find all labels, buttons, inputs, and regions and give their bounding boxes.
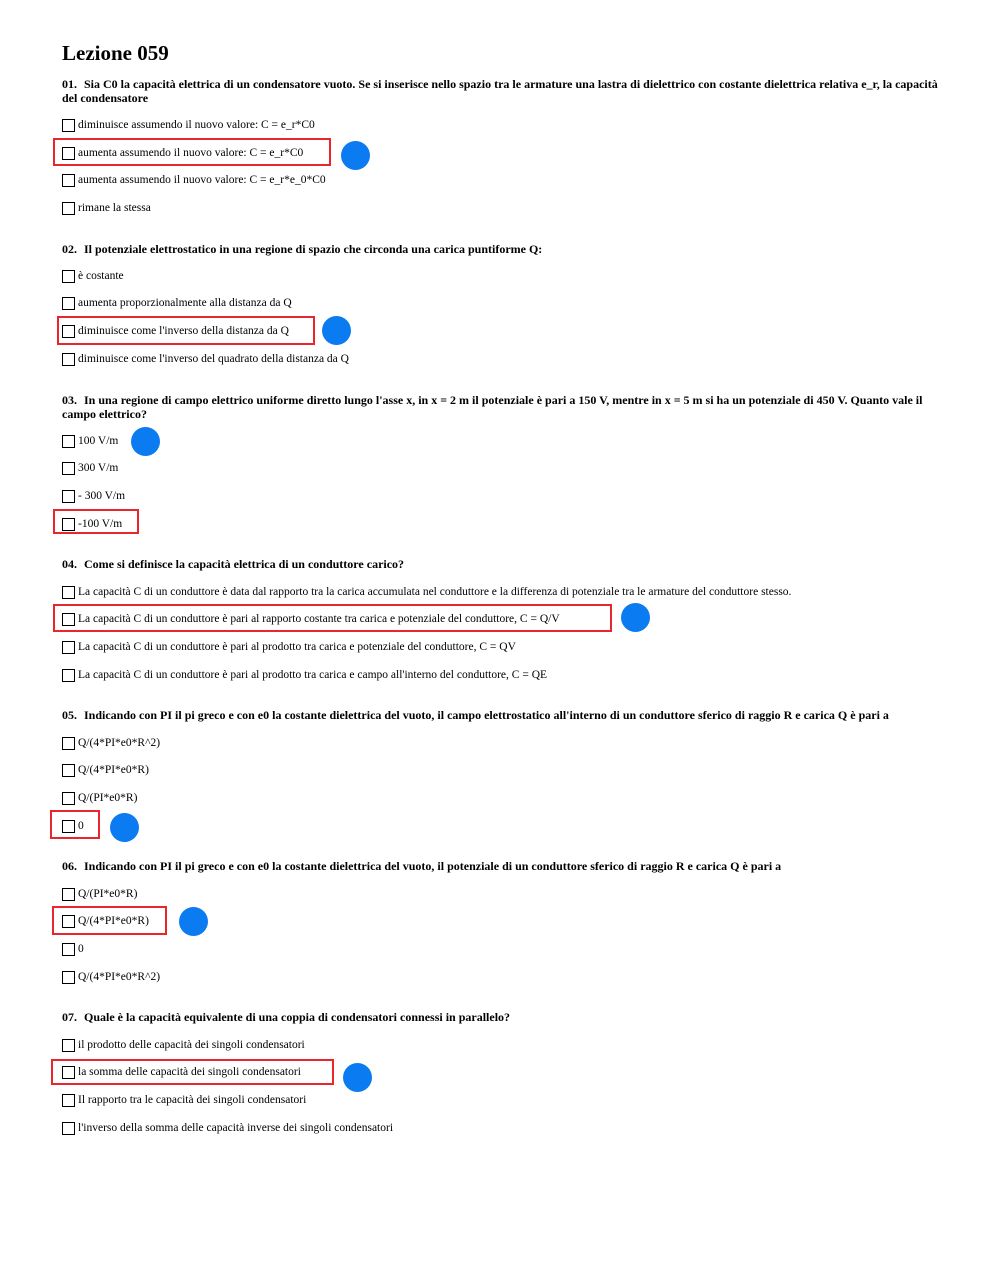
answer-label: 0: [78, 820, 84, 832]
answer-label: aumenta assumendo il nuovo valore: C = e_r*e_0*C0: [78, 174, 326, 186]
question-prompt: Quale è la capacità equivalente di una coppia di condensatori connessi in parallelo?: [84, 1010, 511, 1024]
question-2: [62, 242, 942, 365]
answer-option[interactable]: [62, 886, 137, 902]
answer-label: il prodotto delle capacità dei singoli condensatori: [78, 1039, 305, 1051]
question-prompt: Il potenziale elettrostatico in una regione di spazio che circonda una carica puntiforme Q:: [84, 242, 543, 256]
answer-option[interactable]: [62, 1064, 301, 1080]
question-text: [62, 77, 942, 105]
answer-option[interactable]: [62, 172, 326, 188]
answer-marker-dot: [343, 1063, 372, 1092]
question-1: [62, 77, 942, 214]
question-4: [62, 557, 942, 681]
question-number: 06.: [62, 859, 77, 873]
question-7: [62, 1010, 942, 1134]
answer-label: Q/(4*PI*e0*R): [78, 764, 149, 776]
answer-label: La capacità C di un conduttore è pari al rapporto costante tra carica e potenziale del conduttore, C = Q/V: [78, 613, 560, 625]
answer-label: - 300 V/m: [78, 490, 126, 502]
question-number: 03.: [62, 393, 77, 407]
answer-label: Il rapporto tra le capacità dei singoli condensatori: [78, 1094, 307, 1106]
answer-option[interactable]: [62, 611, 560, 627]
answer-marker-dot: [131, 427, 160, 456]
answer-label: Q/(4*PI*e0*R^2): [78, 737, 161, 749]
question-text: [62, 557, 942, 571]
answer-label: 100 V/m: [78, 435, 119, 447]
question-text: [62, 393, 942, 421]
question-number: 01.: [62, 77, 77, 91]
answer-label: è costante: [78, 270, 124, 282]
question-5: [62, 708, 942, 832]
answer-label: Q/(4*PI*e0*R^2): [78, 971, 161, 983]
answer-option[interactable]: [62, 584, 791, 600]
answer-checkbox[interactable]: [62, 1122, 75, 1135]
answer-marker-dot: [341, 141, 370, 170]
answer-marker-dot: [621, 603, 650, 632]
answer-option[interactable]: [62, 295, 292, 311]
answer-marker-dot: [179, 907, 208, 936]
answer-checkbox[interactable]: [62, 202, 75, 215]
answer-option[interactable]: [62, 460, 118, 476]
question-prompt: In una regione di campo elettrico uniforme diretto lungo l'asse x, in x = 2 m il potenziale è pari a 150 V, mentre in x = 5 m si ha un potenziale di 450 V. Quanto vale il campo elettrico?: [62, 393, 923, 421]
answer-checkbox[interactable]: [62, 297, 75, 310]
answer-checkbox[interactable]: [62, 1039, 75, 1052]
answer-option[interactable]: [62, 790, 137, 806]
answer-checkbox[interactable]: [62, 353, 75, 366]
answer-checkbox[interactable]: [62, 915, 75, 928]
answer-option[interactable]: [62, 516, 122, 532]
answer-checkbox[interactable]: [62, 586, 75, 599]
answer-checkbox[interactable]: [62, 764, 75, 777]
answer-option[interactable]: [62, 433, 118, 449]
answer-label: 0: [78, 943, 84, 955]
answer-option[interactable]: [62, 969, 160, 985]
answer-checkbox[interactable]: [62, 1094, 75, 1107]
answer-option[interactable]: [62, 351, 349, 367]
answer-checkbox[interactable]: [62, 943, 75, 956]
answer-label: aumenta assumendo il nuovo valore: C = e_r*C0: [78, 147, 304, 159]
answer-option[interactable]: [62, 323, 289, 339]
answer-checkbox[interactable]: [62, 119, 75, 132]
answer-checkbox[interactable]: [62, 792, 75, 805]
answer-label: La capacità C di un conduttore è data dal rapporto tra la carica accumulata nel conduttore e la differenza di potenziale tra le armature del conduttore stesso.: [78, 586, 792, 598]
answer-marker-dot: [322, 316, 351, 345]
answer-checkbox[interactable]: [62, 462, 75, 475]
answer-checkbox[interactable]: [62, 888, 75, 901]
question-text: [62, 859, 942, 873]
answer-checkbox[interactable]: [62, 174, 75, 187]
answer-checkbox[interactable]: [62, 490, 75, 503]
question-prompt: Indicando con PI il pi greco e con e0 la costante dielettrica del vuoto, il campo elettrostatico all'interno di un conduttore sferico di raggio R e carica Q è pari a: [84, 708, 889, 722]
question-prompt: Come si definisce la capacità elettrica di un conduttore carico?: [84, 557, 405, 571]
answer-label: diminuisce come l'inverso della distanza da Q: [78, 325, 289, 337]
answer-label: 300 V/m: [78, 462, 119, 474]
question-number: 05.: [62, 708, 77, 722]
question-number: 04.: [62, 557, 77, 571]
answer-option[interactable]: [62, 639, 516, 655]
answer-checkbox[interactable]: [62, 147, 75, 160]
question-3: [62, 393, 942, 530]
answer-option[interactable]: [62, 200, 151, 216]
answer-label: Q/(4*PI*e0*R): [78, 915, 149, 927]
answer-checkbox[interactable]: [62, 669, 75, 682]
answer-label: la somma delle capacità dei singoli condensatori: [78, 1066, 301, 1078]
answer-checkbox[interactable]: [62, 820, 75, 833]
answer-checkbox[interactable]: [62, 270, 75, 283]
answer-option[interactable]: [62, 1037, 305, 1053]
answer-label: -100 V/m: [78, 518, 123, 530]
question-text: [62, 1010, 942, 1024]
answer-label: aumenta proporzionalmente alla distanza da Q: [78, 297, 292, 309]
answer-option[interactable]: [62, 735, 160, 751]
answer-checkbox[interactable]: [62, 435, 75, 448]
answer-option[interactable]: [62, 913, 149, 929]
answer-checkbox[interactable]: [62, 971, 75, 984]
answer-option[interactable]: [62, 762, 149, 778]
question-6: [62, 859, 942, 983]
answer-checkbox[interactable]: [62, 1066, 75, 1079]
answer-label: diminuisce assumendo il nuovo valore: C = e_r*C0: [78, 119, 315, 131]
answer-label: l'inverso della somma delle capacità inverse dei singoli condensatori: [78, 1122, 394, 1134]
question-prompt: Sia C0 la capacità elettrica di un condensatore vuoto. Se si inserisce nello spazio tra le armature una lastra di dielettrico con costante dielettrica relativa e_r, la capacità del condensatore: [62, 77, 938, 105]
answer-checkbox[interactable]: [62, 641, 75, 654]
answer-label: La capacità C di un conduttore è pari al prodotto tra carica e campo all'interno del conduttore, C = QE: [78, 669, 548, 681]
question-number: 02.: [62, 242, 77, 256]
answer-label: Q/(PI*e0*R): [78, 888, 138, 900]
question-prompt: Indicando con PI il pi greco e con e0 la costante dielettrica del vuoto, il potenziale di un conduttore sferico di raggio R e carica Q è pari a: [84, 859, 782, 873]
answer-option[interactable]: [62, 941, 84, 957]
answer-label: rimane la stessa: [78, 202, 151, 214]
answer-option[interactable]: [62, 667, 547, 683]
answer-checkbox[interactable]: [62, 737, 75, 750]
answer-option[interactable]: [62, 1120, 393, 1136]
answer-option[interactable]: [62, 1092, 306, 1108]
answer-option[interactable]: [62, 488, 125, 504]
answer-option[interactable]: [62, 145, 303, 161]
question-text: [62, 242, 942, 256]
answer-label: Q/(PI*e0*R): [78, 792, 138, 804]
answer-checkbox[interactable]: [62, 518, 75, 531]
answer-option[interactable]: [62, 818, 84, 834]
answer-checkbox[interactable]: [62, 613, 75, 626]
answer-checkbox[interactable]: [62, 325, 75, 338]
page-title: Lezione 059: [62, 41, 169, 65]
answer-label: diminuisce come l'inverso del quadrato della distanza da Q: [78, 353, 349, 365]
question-text: [62, 708, 942, 722]
answer-option[interactable]: [62, 268, 124, 284]
question-number: 07.: [62, 1010, 77, 1024]
answer-label: La capacità C di un conduttore è pari al prodotto tra carica e potenziale del conduttore, C = QV: [78, 641, 516, 653]
answer-option[interactable]: [62, 117, 315, 133]
answer-marker-dot: [110, 813, 139, 842]
